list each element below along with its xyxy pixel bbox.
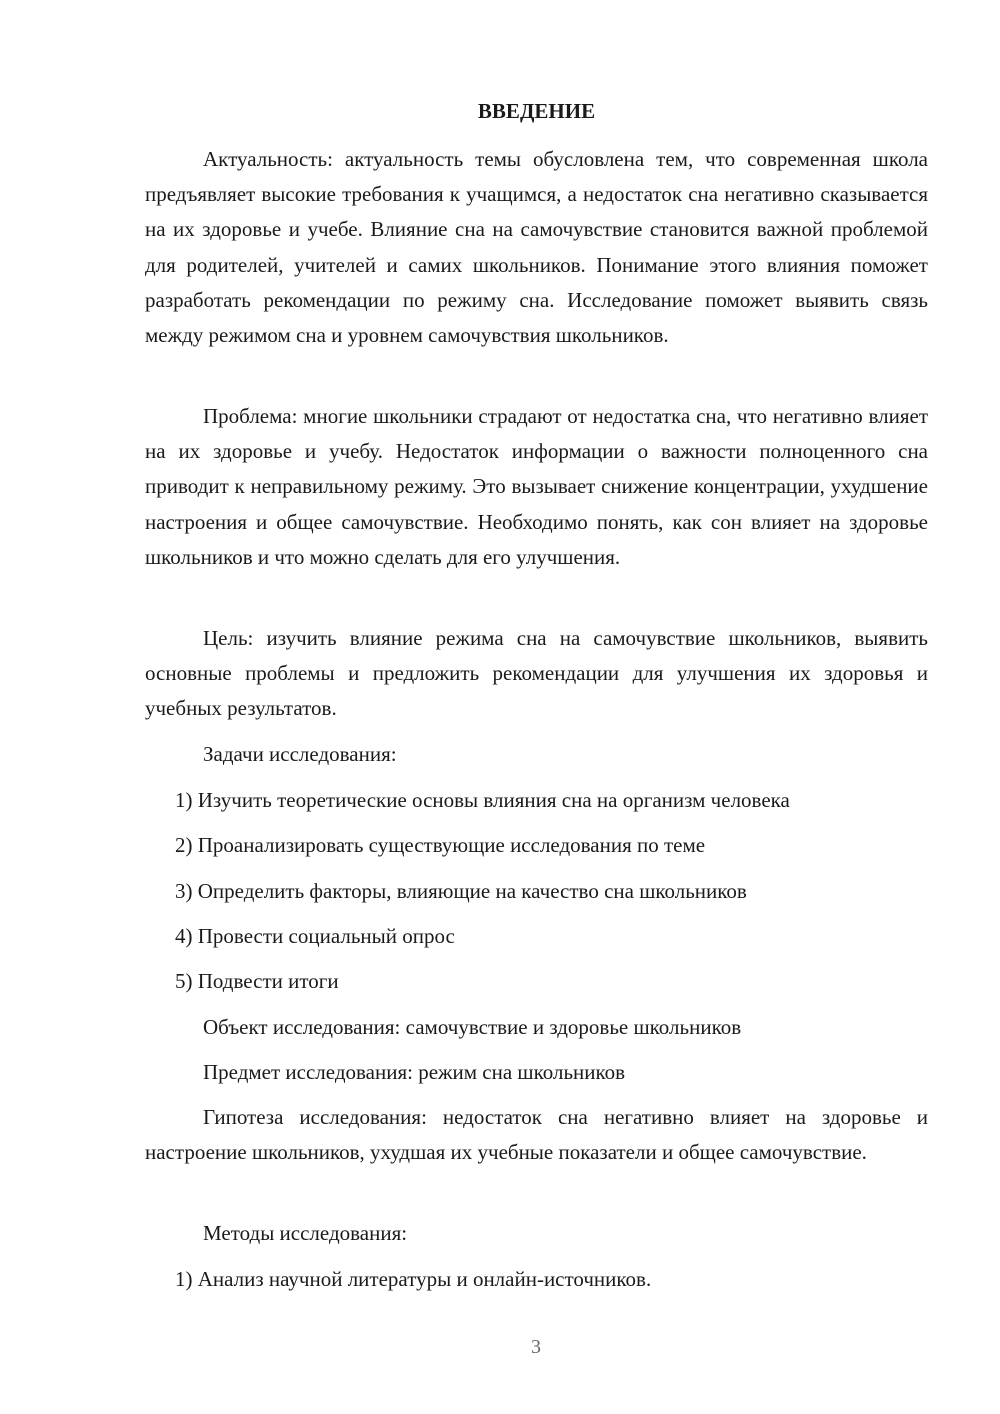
research-subject: Предмет исследования: режим сна школьников: [203, 1060, 626, 1084]
goal-paragraph: Цель: изучить влияние режима сна на самочувствие школьников, выявить основные проблемы и предложить рекомендации для улучшения их здоровья и учебных результатов.: [145, 626, 928, 721]
task-item: 2) Проанализировать существующие исследования по теме: [175, 833, 706, 857]
task-item: 4) Провести социальный опрос: [175, 924, 455, 948]
page-title: ВВЕДЕНИЕ: [477, 99, 596, 123]
task-item: 1) Изучить теоретические основы влияния сна на организм человека: [175, 788, 790, 812]
method-item: 1) Анализ научной литературы и онлайн-источников.: [175, 1267, 652, 1291]
page-number: 3: [531, 1336, 541, 1358]
hypothesis-paragraph: Гипотеза исследования: недостаток сна негативно влияет на здоровье и настроение школьников, ухудшая их учебные показатели и общее самочувствие.: [145, 1105, 928, 1165]
tasks-heading: Задачи исследования:: [203, 742, 397, 766]
methods-heading: Методы исследования:: [203, 1221, 408, 1245]
problem-paragraph: Проблема: многие школьники страдают от недостатка сна, что негативно влияет на их здоровье и учебу. Недостаток информации о важности полноценного сна приводит к неправильному режиму. Это вызывает снижение концентрации, ухудшение настроения и общее самочувствие. Необходимо понять, как сон влияет на здоровье школьников и что можно сделать для его улучшения.: [145, 404, 928, 569]
task-item: 5) Подвести итоги: [175, 969, 339, 993]
task-item: 3) Определить факторы, влияющие на качество сна школьников: [175, 879, 747, 903]
research-object: Объект исследования: самочувствие и здоровье школьников: [203, 1015, 742, 1039]
relevance-paragraph: Актуальность: актуальность темы обусловлена тем, что современная школа предъявляет высокие требования к учащимся, а недостаток сна негативно сказывается на их здоровье и учебе. Влияние сна на самочувствие становится важной проблемой для родителей, учителей и самих школьников. Понимание этого влияния поможет разработать рекомендации по режиму сна. Исследование поможет выявить связь между режимом сна и уровнем самочувствия школьников.: [145, 147, 928, 348]
